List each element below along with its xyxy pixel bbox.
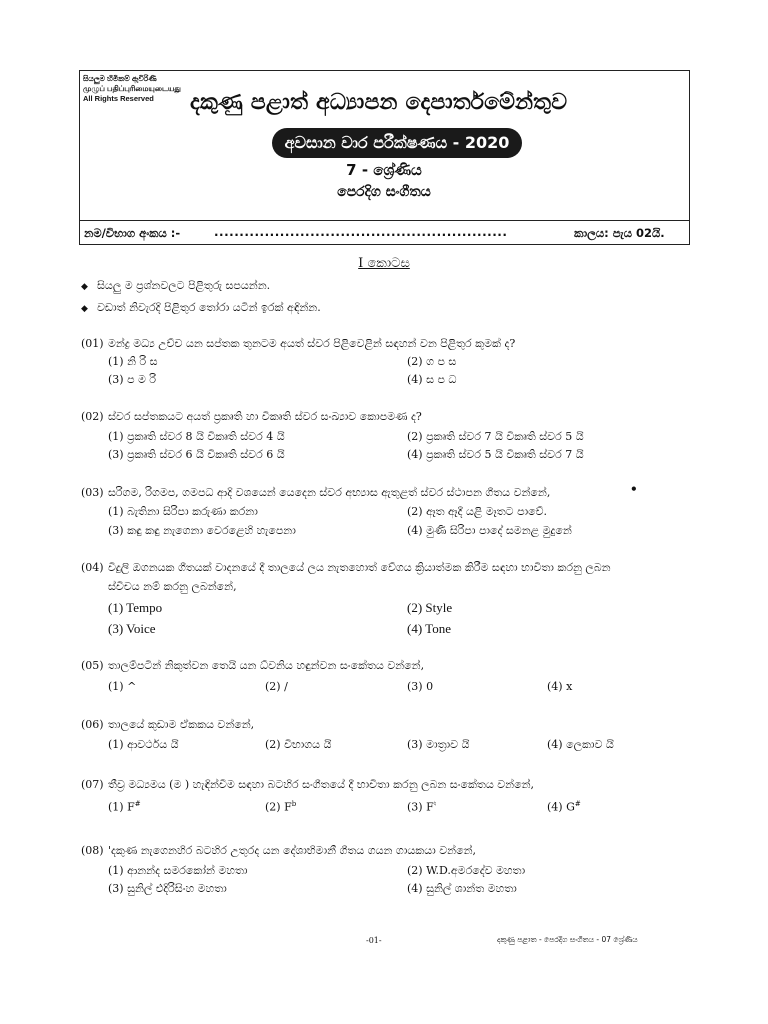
stray-mark: • xyxy=(630,482,638,496)
bullet-icon: ◆ xyxy=(81,282,88,292)
answer-option[interactable]: (2) Style xyxy=(407,600,453,615)
question-number: (06) xyxy=(81,718,104,731)
copyright-english: All Rights Reserved xyxy=(83,94,154,103)
part-title xyxy=(0,256,768,271)
answer-option[interactable]: (3) සුනිල් එදිරිසිංහ මහතා xyxy=(108,882,227,895)
instruction-text: සියලු ම ප්‍රශ්නවලට පිළිතුරු සපයන්න. xyxy=(97,279,271,292)
question-text: විදුලි ඔගනයක ගීතයක් වාදනයේ දී තාලයේ ලය නැතහොත් වේගය ක්‍රියාත්මක කිරීම සඳහා භාවිතා කරනු ලබන xyxy=(108,561,611,574)
answer-option[interactable]: (3) කඳු කඳු නැගෙනා වෙරළෙහි හැපෙනා xyxy=(108,524,296,537)
answer-option[interactable] xyxy=(407,800,436,814)
answer-option[interactable]: (2) විභාගය යි xyxy=(265,738,332,751)
department-title: දකුණු පළාත් අධ්‍යාපන දෙපාර්තමේන්තුව xyxy=(190,90,568,115)
answer-option[interactable]: (3) 0 xyxy=(407,680,434,693)
question-text: තාලම්පටින් නිකුත්වන තෙයි යන ධ්වනිය හඳුන්වන සංකේතය වන්නේ, xyxy=(108,659,425,672)
option-label: (1) F xyxy=(108,800,135,814)
answer-option[interactable]: (2) ප්‍රකෘති ස්වර 7 යි විකෘති ස්වර 5 යි xyxy=(407,430,584,443)
answer-option[interactable]: (3) Voice xyxy=(108,621,156,636)
copyright-tamil: முழுப் பதிப்புரிமையுடையது xyxy=(83,84,181,93)
answer-option[interactable]: (4) සුනිල් ශාන්ත මහතා xyxy=(407,882,517,895)
answer-option[interactable] xyxy=(265,800,296,814)
question-number: (03) xyxy=(81,486,104,499)
answer-option[interactable]: (4) ප්‍රකෘති ස්වර 5 යි විකෘති ස්වර 7 යි xyxy=(407,448,584,461)
answer-option[interactable]: (4) Tone xyxy=(407,621,451,636)
answer-option[interactable] xyxy=(108,800,141,814)
page-number: -01- xyxy=(366,936,382,945)
question-number: (07) xyxy=(81,778,104,791)
option-label: (4) G xyxy=(547,800,575,814)
exam-title-pill: අවසාන වාර පරීක්ෂණය - 2020 xyxy=(272,128,522,158)
question-number: (01) xyxy=(81,337,104,350)
question-text: 'දකුණ නැගෙනහිර බටහිර උතුරද යන දේශාභිමානී ගීතය ගයන ගායකයා වන්නේ, xyxy=(108,844,477,857)
footer-caption: දකුණු පළාත - පෙරදිග සංගීතය - 07 ශ්‍රේණිය xyxy=(497,935,638,944)
answer-option[interactable]: (1) ප්‍රකෘති ස්වර 8 යි විකෘති ස්වර 4 යි xyxy=(108,430,285,443)
instruction-item xyxy=(81,301,321,315)
question-text: තීව්‍ර මධ්‍යමය (ම ) හැඳින්වීම සඳහා බටහිර සංගීතයේ දී භාවිතා කරනු ලබන සංකේතය වන්නේ, xyxy=(108,778,535,791)
flat-symbol: b xyxy=(291,800,297,808)
answer-option[interactable]: (4) x xyxy=(547,680,573,693)
answer-option[interactable]: (3) මාත්‍රාව යි xyxy=(407,738,470,751)
question-text-continued: ස්විචය නම් කරනු ලබන්නේ, xyxy=(108,580,237,593)
sharp-symbol: # xyxy=(574,800,581,808)
name-index-field: .......................................................... xyxy=(214,225,508,239)
option-label: (3) F xyxy=(407,800,434,814)
answer-option[interactable]: (2) ඈත ඈදී යළි මෑතට පාවේ. xyxy=(407,505,548,518)
answer-option[interactable]: (1) ^ xyxy=(108,680,137,693)
subject-label: පෙරදිග සංගීතය xyxy=(337,184,431,200)
answer-option[interactable]: (4) ලෙකාව යි xyxy=(547,738,614,751)
answer-option[interactable]: (2) ග ප ස xyxy=(407,355,457,368)
option-label: (2) F xyxy=(265,800,292,814)
time-allowed: කාලය: පැය 02යි. xyxy=(574,226,665,240)
copyright-sinhala: සියලුම හිමිකම් ඇවිරිණි xyxy=(83,74,157,83)
bullet-icon: ◆ xyxy=(81,304,88,314)
answer-option[interactable]: (1) Tempo xyxy=(108,600,163,615)
question-number: (04) xyxy=(81,561,104,574)
answer-option[interactable]: (1) ආනන්ද සමරකෝන් මහතා xyxy=(108,864,248,877)
question-number: (08) xyxy=(81,844,104,857)
question-text: සරිගම, රිගමප, ගමපධ ආදි වශයෙන් යෙදෙන ස්වර අභ්‍යාස ඇතුළත් ස්වර ස්ථාපන ගීතය වන්නේ, xyxy=(108,486,551,499)
answer-option[interactable]: (2) / xyxy=(265,680,288,693)
answer-option[interactable]: (3) ප්‍රකෘති ස්වර 6 යි විකෘති ස්වර 6 යි xyxy=(108,448,285,461)
part-title-text: I කොටස xyxy=(358,256,410,271)
question-number: (02) xyxy=(81,410,104,423)
answer-option[interactable]: (1) නි රි ස xyxy=(108,355,158,368)
header-divider xyxy=(79,220,690,221)
natural-symbol: ♮ xyxy=(433,800,437,808)
answer-option[interactable]: (1) ආවර්ථය යි xyxy=(108,738,179,751)
sharp-symbol: # xyxy=(134,800,141,808)
question-text: මන්ද්‍ර මධ්‍ය උච්ච යන සප්තක තුනටම අයත් ස්වර පිළිවෙළින් සඳහන් වන පිළිතුර කුමක් ද? xyxy=(108,337,516,350)
copyright-notice xyxy=(83,74,193,104)
grade-label: 7 - ශ්‍රේණිය xyxy=(346,161,422,179)
question-text: ස්වර සප්තකයට අයත් ප්‍රකෘති හා විකෘති ස්වර සංඛ්‍යාව කොපමණ ද? xyxy=(108,410,422,423)
instruction-text: වඩාත් නිවැරදි පිළිතුර තෝරා යටින් ඉරක් අඳින්න. xyxy=(97,301,321,314)
answer-option[interactable]: (4) ස ප ධ xyxy=(407,373,457,386)
name-index-label: නම/විභාග අංකය :- xyxy=(84,226,181,240)
answer-option[interactable]: (3) ප ම රි xyxy=(108,373,157,386)
answer-option[interactable]: (1) බැතිනා සිරිපා කරුණා කරනා xyxy=(108,505,258,518)
instruction-item xyxy=(81,279,270,293)
question-text: තාලයේ කුඩාම ඒකකය වන්නේ, xyxy=(108,718,255,731)
answer-option[interactable]: (4) මුණි සිරිපා පාදේ සමනළ මුදුනේ xyxy=(407,524,572,537)
answer-option[interactable]: (2) W.D.අමරදේව මහතා xyxy=(407,864,526,877)
question-number: (05) xyxy=(81,659,104,672)
answer-option[interactable] xyxy=(547,800,581,814)
